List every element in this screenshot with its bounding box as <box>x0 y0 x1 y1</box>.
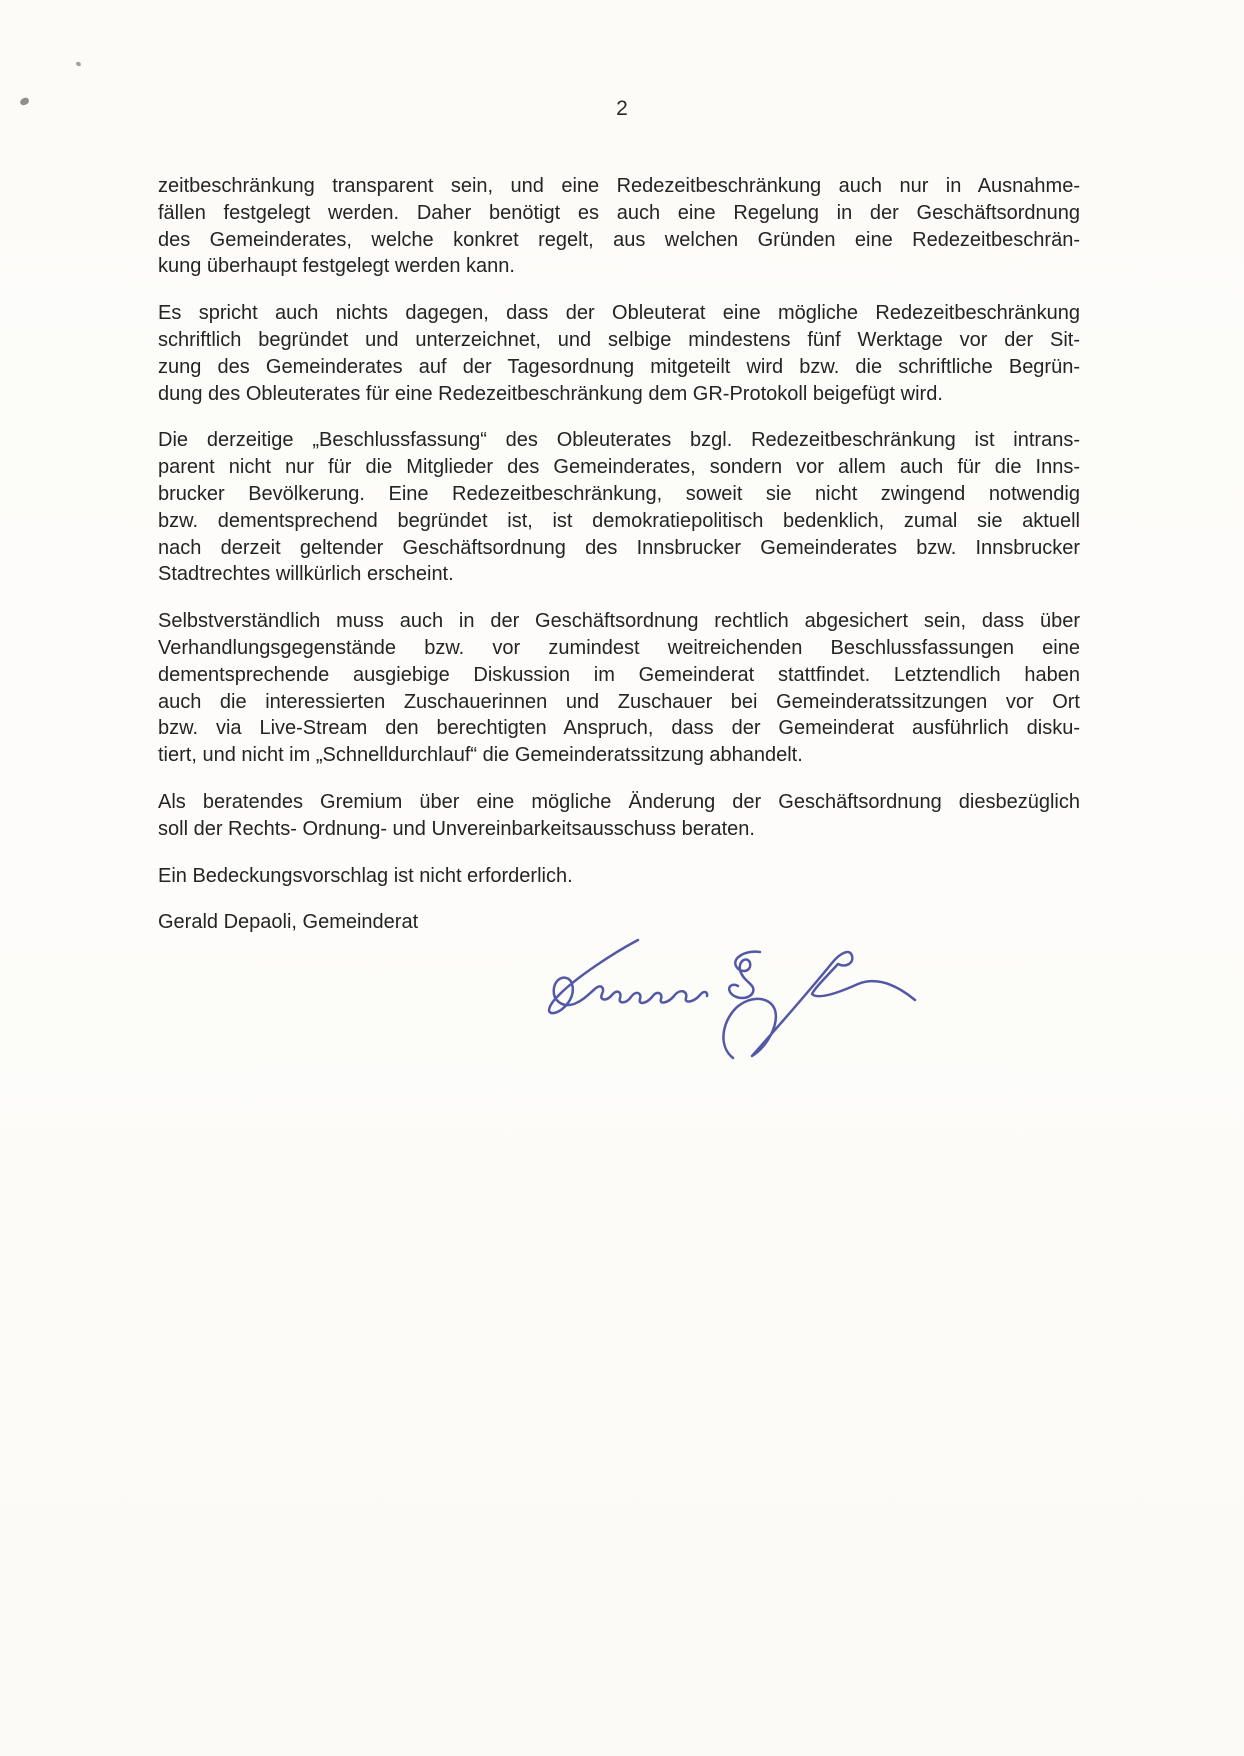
text-line: Ein Bedeckungsvorschlag ist nicht erforderlich. <box>158 864 573 887</box>
text-line: Als beratendes Gremium über eine mögliche Änderung der Geschäftsordnung diesbezüglich <box>158 790 1080 813</box>
text-line: dementsprechende ausgiebige Diskussion im Gemeinderat stattfindet. Letztendlich haben <box>158 663 1080 686</box>
paragraph <box>158 863 1080 890</box>
text-line: zung des Gemeinderates auf der Tagesordnung mitgeteilt wird bzw. die schriftliche Begrün- <box>158 355 1080 378</box>
text-line: kung überhaupt festgelegt werden kann. <box>158 255 515 278</box>
paragraph <box>158 789 1080 843</box>
handwritten-signature <box>530 925 930 1075</box>
text-line: dung des Obleuterates für eine Redezeitbeschränkung dem GR-Protokoll beigefügt wird. <box>158 382 943 405</box>
scan-artifact-speck <box>75 61 81 66</box>
text-line: soll der Rechts- Ordnung- und Unvereinbarkeitsausschuss beraten. <box>158 817 755 840</box>
text-line: zeitbeschränkung transparent sein, und eine Redezeitbeschränkung auch nur in Ausnahme- <box>158 175 1080 197</box>
signature-stroke <box>549 940 915 1058</box>
text-line: nach derzeit geltender Geschäftsordnung des Innsbrucker Gemeinderates bzw. Innsbrucker <box>158 536 1080 559</box>
text-line: des Gemeinderates, welche konkret regelt, aus welchen Gründen eine Redezeitbeschrän- <box>158 228 1080 251</box>
paragraph <box>158 300 1080 407</box>
paragraph <box>158 427 1080 588</box>
paragraph <box>158 608 1080 769</box>
text-line: Die derzeitige „Beschlussfassung“ des Obleuterates bzgl. Redezeitbeschränkung ist intrans- <box>158 429 1080 452</box>
page-number: 2 <box>616 97 628 120</box>
paragraph <box>158 173 1080 280</box>
text-line: tiert, und nicht im „Schnelldurchlauf“ die Gemeinderatssitzung abhandelt. <box>158 744 803 767</box>
text-line: parent nicht nur für die Mitglieder des Gemeinderates, sondern vor allem auch für die Inns- <box>158 456 1080 479</box>
text-line: brucker Bevölkerung. Eine Redezeitbeschränkung, soweit sie nicht zwingend notwendig <box>158 482 1080 505</box>
document-body <box>158 173 1080 936</box>
text-line: schriftlich begründet und unterzeichnet, und selbige mindestens fünf Werktage vor der Sit- <box>158 328 1080 351</box>
text-line: auch die interessierten Zuschauerinnen und Zuschauer bei Gemeinderatssitzungen vor Ort <box>158 690 1080 713</box>
text-line: bzw. via Live-Stream den berechtigten Anspruch, dass der Gemeinderat ausführlich disku- <box>158 717 1080 740</box>
text-line: Stadtrechtes willkürlich erscheint. <box>158 563 454 586</box>
signoff: Gerald Depaoli, Gemeinderat <box>158 911 419 934</box>
text-line: fällen festgelegt werden. Daher benötigt es auch eine Regelung in der Geschäftsordnung <box>158 201 1080 224</box>
text-line: Selbstverständlich muss auch in der Geschäftsordnung rechtlich abgesichert sein, dass über <box>158 610 1080 633</box>
text-line: Es spricht auch nichts dagegen, dass der Obleuterat eine mögliche Redezeitbeschränkung <box>158 302 1080 325</box>
text-line: Verhandlungsgegenstände bzw. vor zumindest weitreichenden Beschlussfassungen eine <box>158 636 1080 659</box>
text-line: bzw. dementsprechend begründet ist, ist demokratiepolitisch bedenklich, zumal sie aktuell <box>158 509 1080 532</box>
